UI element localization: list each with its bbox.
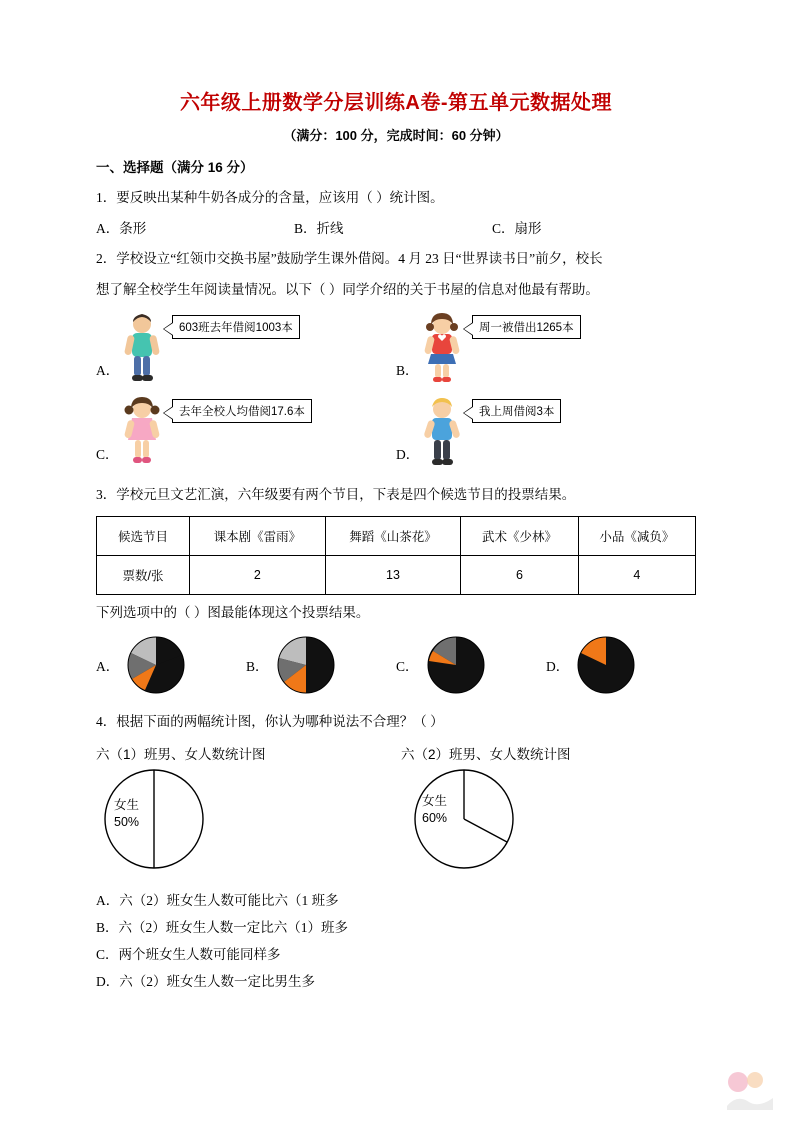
table-cell-2: 6 xyxy=(461,555,578,594)
q4-option-d[interactable]: D．六（2）班女生人数一定比男生多 xyxy=(96,973,315,989)
q2-option-d-letter: D． xyxy=(396,446,420,462)
chart-1-value: 50% xyxy=(114,814,140,829)
question-2-line1: 2．学校设立“红领巾交换书屋”鼓励学生课外借阅。4 月 23 日“世界读书日”前夕，校长 xyxy=(96,250,603,266)
girl-pink-figure-icon xyxy=(118,395,166,469)
table-row-values xyxy=(97,555,696,594)
chart-2-label: 女生 xyxy=(422,793,448,808)
vote-results-table xyxy=(96,516,696,595)
q2-option-d-bubble: 我上周借阅3本 xyxy=(472,399,561,423)
table-cell-0: 2 xyxy=(190,555,326,594)
page-subtitle: （满分：100 分，完成时间：60 分钟） xyxy=(283,128,509,143)
question-4-chart-titles xyxy=(96,743,696,763)
chart-1-wrapper xyxy=(96,767,396,877)
q3-option-b[interactable] xyxy=(246,634,396,696)
chart-1-label: 女生 xyxy=(114,797,140,812)
question-3-text: 3．学校元旦文艺汇演，六年级要有两个节目，下表是四个候选节目的投票结果。 xyxy=(96,486,576,502)
q1-option-b-label: 折线 xyxy=(316,220,344,236)
q4-option-b[interactable]: B．六（2）班女生人数一定比六（1）班多 xyxy=(96,919,349,935)
question-4-text: 4．根据下面的两幅统计图，你认为哪种说法不合理？（ ） xyxy=(96,713,444,729)
table-header-0: 候选节目 xyxy=(97,516,190,555)
question-4-charts xyxy=(96,767,696,877)
table-header-3: 武术《少林》 xyxy=(461,516,578,555)
q2-option-b-bubble: 周一被借出1265本 xyxy=(472,315,581,339)
chart-title-1: 六（1）班男、女人数统计图 xyxy=(96,746,266,762)
question-3-pie-options xyxy=(96,634,696,696)
section-heading-choice: 一、选择题（满分 16 分） xyxy=(96,160,254,175)
pie-chart-b-icon xyxy=(275,634,337,696)
table-header-4: 小品《减负》 xyxy=(578,516,695,555)
q3-option-a-letter: A． xyxy=(96,658,120,674)
q2-row-1 xyxy=(96,309,696,387)
q1-option-a-label: 条形 xyxy=(119,220,147,236)
document-body xyxy=(96,86,696,995)
pie-chart-c-icon xyxy=(425,634,487,696)
question-3-followup: 下列选项中的（ ）图最能体现这个投票结果。 xyxy=(96,604,370,620)
q2-option-c-letter: C． xyxy=(96,446,119,462)
q4-option-c[interactable]: C．两个班女生人数可能同样多 xyxy=(96,946,281,962)
q1-option-a[interactable] xyxy=(96,217,294,237)
q3-option-d-letter: D． xyxy=(546,658,570,674)
q1-option-c-letter: C． xyxy=(492,220,515,236)
q2-option-a[interactable] xyxy=(96,311,396,385)
table-header-2: 舞蹈《山茶花》 xyxy=(325,516,461,555)
q2-option-b[interactable] xyxy=(396,311,696,385)
q1-option-a-letter: A． xyxy=(96,220,120,236)
q2-option-b-letter: B． xyxy=(396,362,419,378)
pie-chart-d-icon xyxy=(575,634,637,696)
chart-2-value: 60% xyxy=(422,810,448,825)
table-row-header xyxy=(97,516,696,555)
q3-option-b-letter: B． xyxy=(246,658,269,674)
table-row-label: 票数/张 xyxy=(97,555,190,594)
question-2-picture-options xyxy=(96,309,696,471)
table-header-1: 课本剧《雷雨》 xyxy=(190,516,326,555)
table-cell-1: 13 xyxy=(325,555,461,594)
q4-option-a[interactable]: A．六（2）班女生人数可能比六（1 班多 xyxy=(96,892,339,908)
question-2-line2: 想了解全校学生年阅读量情况。以下（ ）同学介绍的关于书屋的信息对他最有帮助。 xyxy=(96,281,599,297)
q2-option-c-bubble: 去年全校人均借阅17.6本 xyxy=(172,399,312,423)
q2-option-d[interactable] xyxy=(396,395,696,469)
q2-option-a-bubble: 603班去年借阅1003本 xyxy=(172,315,300,339)
q1-option-c[interactable] xyxy=(492,217,690,237)
q1-option-b-letter: B． xyxy=(294,220,317,236)
q2-option-a-letter: A． xyxy=(96,362,120,378)
q3-option-c[interactable] xyxy=(396,634,546,696)
chart-title-2: 六（2）班男、女人数统计图 xyxy=(401,746,571,762)
q3-option-c-letter: C． xyxy=(396,658,419,674)
pie-chart-a-icon xyxy=(125,634,187,696)
chart-1-label-group xyxy=(114,797,139,831)
question-1-options xyxy=(96,217,696,237)
chart-2-wrapper xyxy=(396,767,696,877)
watermark-logo-icon xyxy=(721,1066,779,1112)
question-1-text: 1．要反映出某种牛奶各成分的含量，应该用（ ）统计图。 xyxy=(96,190,444,205)
q1-option-b[interactable] xyxy=(294,217,492,237)
boy-green-figure-icon xyxy=(118,311,166,385)
q2-row-2 xyxy=(96,393,696,471)
chart-2-label-group xyxy=(422,793,447,827)
q3-option-a[interactable] xyxy=(96,634,246,696)
q1-option-c-label: 扇形 xyxy=(514,220,542,236)
page-title: 六年级上册数学分层训练A卷-第五单元数据处理 xyxy=(179,92,613,114)
girl-red-figure-icon xyxy=(418,311,466,385)
boy-yellow-figure-icon xyxy=(418,395,466,469)
q3-option-d[interactable] xyxy=(546,634,696,696)
q2-option-c[interactable] xyxy=(96,395,396,469)
table-cell-3: 4 xyxy=(578,555,695,594)
